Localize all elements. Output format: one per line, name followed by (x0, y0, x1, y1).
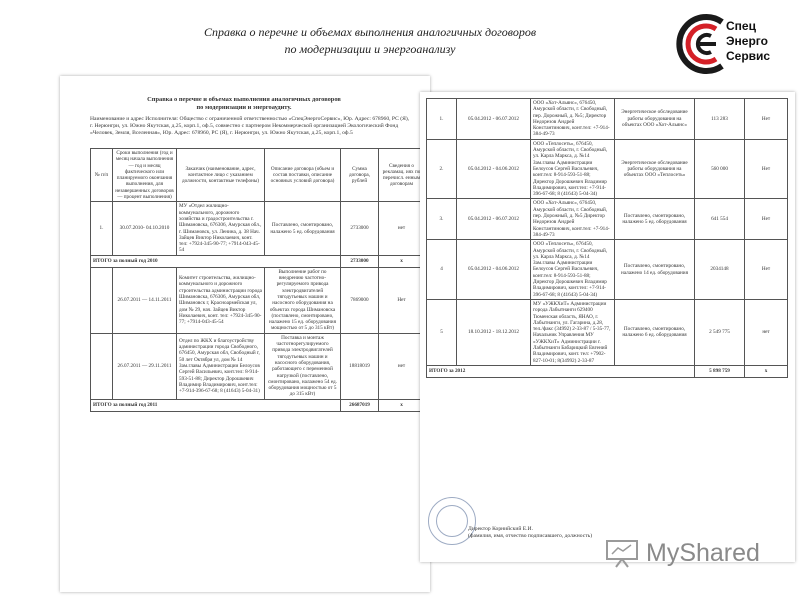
header-num: № п/п (91, 149, 113, 202)
table-header-row (91, 149, 425, 202)
doc-title-line1: Справка о перечне и объемах выполнения аналогичных договоров (147, 96, 341, 103)
row-dates: 26.07.2011 — 29.11.2011 (113, 333, 177, 399)
row-num: 2. (427, 139, 457, 199)
presentation-board-icon (604, 538, 642, 568)
row-dates: 05.04.2012 - 06.07.2012 (457, 199, 531, 240)
row-customer: ООО «Теплосеть», 676450, Амурской области, г. Свободный, ул. Карла Маркса, д. №14 Зам.главы Администрации Белоусов Сергей Васильевич, конт.тел: 8-914-593-51-88; Директор Дорошкевич Владимир Владимирович, конт.тел: +7-914-396-67-68; 8 (41643) 5-04-34) (531, 139, 615, 199)
slide-title (150, 24, 590, 58)
slide-title-line1: Справка о перечне и объемах выполнения аналогичных договоров (203, 25, 537, 39)
row-num: 4 (427, 240, 457, 300)
row-claims: Нет (745, 139, 788, 199)
row-customer: ООО «Хот-Альянс», 676450, Амурской области, г. Свободный, пер. Дорожный, д. №5 Директор Недорезов Андрей Константинович, конт.тел: +7-914-384-49-73 (531, 199, 615, 240)
logo-text (726, 19, 792, 64)
row-sum: 113 283 (695, 99, 745, 140)
row-customer: Комитет строительства, жилищно-коммунального и дорожного строительства администрации города Шимановска, 676306, Амурская обл, Шимановск г, Красноармейская ул, дом № 29, нач. Зайцев Виктор Николаевич, конт. тел: +7924-345-90-77; +7914-043-45-54 (177, 267, 265, 333)
row-dates: 30.07.2010- 04.10.2010 (113, 202, 177, 255)
row-description: Энергетическое обследование работы оборудования на объектах ООО «Теплосеть» (615, 139, 695, 199)
row-dates: 05.04.2012 - 04.06.2012 (457, 240, 531, 300)
myshared-watermark (604, 536, 794, 568)
doc-title (84, 96, 404, 111)
row-num: 1. (427, 99, 457, 140)
doc-title-line2: по модернизации и энергоаудиту. (196, 103, 292, 111)
table-row (427, 299, 788, 365)
row-description: Поставлено, смонтировано, налажено 5 ед. оборудования (615, 199, 695, 240)
row-claims: нет (745, 299, 788, 365)
total-2011-label: ИТОГО за полный год 2011 (91, 399, 341, 411)
scan-page-left (60, 76, 430, 592)
row-sum: 2 549 775 (695, 299, 745, 365)
slide-title-line2: по модернизации и энергоанализу (284, 42, 456, 56)
table-row (427, 99, 788, 140)
total-2012-label: ИТОГО за 2012 (427, 365, 695, 377)
header-customer: Заказчик (наименование, адрес, контактное лицо с указанием должности, контактные телефоны) (177, 149, 265, 202)
row-num: 3. (427, 199, 457, 240)
row-customer: Отдел по ЖКХ и благоустройству администрации города Свободного, 676450, Амурская обл, Свободный г, 50 лет Октября ул, дом № 14 Зам.главы Администрации Белоусов Сергей Васильевич, конт.тел: 8-914-593-51-88; Директор Дорошкевич Владимир Владимирович, конт.тел: +7-914-396-67-68; 8 (41643) 5-04-31) (177, 333, 265, 399)
row-sum: 2733000 (341, 202, 379, 255)
logo-line1: Спец (726, 19, 756, 33)
total-2012-mark: х (745, 365, 788, 377)
row-description: Поставлено, смонтировано, налажено 14 ед. оборудования (615, 240, 695, 300)
table-row (427, 139, 788, 199)
header-sum: Сумма договора, рублей (341, 149, 379, 202)
total-row-2010 (91, 255, 425, 267)
row-sum: 641 554 (695, 199, 745, 240)
row-num (91, 267, 113, 333)
row-claims: Нет (745, 99, 788, 140)
total-2011-mark: х (379, 399, 425, 411)
row-customer: ООО «Теплосеть», 676450, Амурской области, г. Свободный, ул. Карла Маркса, д. №14 Зам.главы Администрации Белоусов Сергей Васильевич, конт.тел: 8-914-593-51-88; Директор Дорошкевич Владимир Владимирович, конт.тел: +7-914-396-67-68; 8 (41643) 5-04-34) (531, 240, 615, 300)
signature-line2: (фамилия, имя, отчество подписавшего, должность) (468, 533, 593, 539)
total-2012-sum: 5 898 759 (695, 365, 745, 377)
executor-info: Наименование и адрес Исполнителя: Общество с ограниченной ответственностью «СпецЭнергоСервис», Юр. Адрес: 678960, РС (Я), г. Нерюнгри, ул. Южно Якутская, д.25, корп.1, оф.5, совместно с партнером Некоммерческой организацией Экологический Фонд «Человек, Земля, Вселенная», Юр. Адрес: 678960, РС (Я), г. Нерюнгри, ул. Южно Якутская, д.25, корп.1, оф.5 (90, 116, 410, 136)
row-claims: нет (379, 202, 425, 255)
row-description: Энергетическое обследование работы оборудования на объектах ООО «Хот-Альянс» (615, 99, 695, 140)
row-claims: Нет (745, 199, 788, 240)
row-sum: 18818019 (341, 333, 379, 399)
header-description: Описание договора (объем и состав поставки, описание основных условий договора) (265, 149, 341, 202)
row-customer: МУ «Отдел жилищно-коммунального, дорожного хозяйства и градостроительства г. Шимановска, 676306, Амурская обл., г. Шимановск, ул. Ленина, д. 38 Нач. Зайцев Виктор Николаевич, конт. тел: +7924-345-90-77; +7914-043-45-54 (177, 202, 265, 255)
total-2011-sum: 26687019 (341, 399, 379, 411)
row-num (91, 333, 113, 399)
row-claims: нет (379, 333, 425, 399)
contracts-table-right (426, 98, 788, 378)
contracts-table-left (90, 148, 425, 412)
total-row-2011 (91, 399, 425, 411)
logo-line3: Сервис (726, 49, 771, 63)
row-num: 5 (427, 299, 457, 365)
table-row (91, 333, 425, 399)
row-sum: 7869000 (341, 267, 379, 333)
row-customer: МУ «УЖКХиТ» Администрации города Лабытнанги 629400 Тюменская область, ЯНАО, г. Лабытнанги, ул. Гагарина, д.28, тел./факс (34992) 2-33-87 / 5-35-77, Начальник Управления МУ «УЖКХиТ» Администрации г. Лабытнанги Бабарицкий Евгений Владимирович, конт. тел: +7902-827-10-01; 8(34992) 2-33-87 (531, 299, 615, 365)
table-row (91, 267, 425, 333)
header-dates: Сроки выполнения (год и месяц начала выполнения — год и месяц фактического или планируемого окончания выполнения, для незавершенных договоров — процент выполнения) (113, 149, 177, 202)
table-row (427, 199, 788, 240)
row-description: Поставлено, смонтировано, налажено 5 ед. оборудования (265, 202, 341, 255)
row-dates: 05.04.2012 - 06.07.2012 (457, 99, 531, 140)
logo-line2: Энерго (726, 34, 768, 48)
row-claims: Нет (745, 240, 788, 300)
header-claims: Сведения о рекламац. иях по перечисл. енным договорам (379, 149, 425, 202)
signature-line1: Директор Корнийский Е.И. (468, 526, 533, 532)
row-dates: 18.10.2012 - 18.12.2012 (457, 299, 531, 365)
table-row (91, 202, 425, 255)
row-description: Поставка и монтаж частотнорегулируемого привода электродвигателей тягодутьевых машин и насосного оборудования, работающего с переменной нагрузкой (поставлено, смонтировано, налажено 54 ед. оборудования мощностью от 5 до 315 кВт) (265, 333, 341, 399)
total-2010-sum: 2733000 (341, 255, 379, 267)
row-description: Поставлено, смонтировано, налажено 6 ед. оборудования (615, 299, 695, 365)
row-claims: Нет (379, 267, 425, 333)
row-sum: 2034148 (695, 240, 745, 300)
scan-page-right (420, 92, 795, 562)
row-description: Выполнение работ по внедрению частотно-регулируемого привода электродвигателей тягодутьевых машин и насосного оборудования на объектах города Шимановска (поставлено, смонтировано, налажено 15 ед. оборудования мощностью от 5 до 315 кВт) (265, 267, 341, 333)
row-num: 1. (91, 202, 113, 255)
table-row (427, 240, 788, 300)
total-2010-label: ИТОГО за полный год 2010 (91, 255, 341, 267)
row-sum: 560 000 (695, 139, 745, 199)
row-dates: 26.07.2011 — 14.11.2011 (113, 267, 177, 333)
total-2010-mark: х (379, 255, 425, 267)
row-customer: ООО «Хот-Альянс», 676450, Амурской области, г. Свободный, пер. Дорожный, д. №5; Директор Недорезов Андрей Константинович, конт.тел: +7-914-384-49-73 (531, 99, 615, 140)
total-row-2012 (427, 365, 788, 377)
company-logo (670, 8, 795, 80)
watermark-text: MyShared (646, 539, 760, 567)
row-dates: 05.04.2012 - 04.06.2012 (457, 139, 531, 199)
